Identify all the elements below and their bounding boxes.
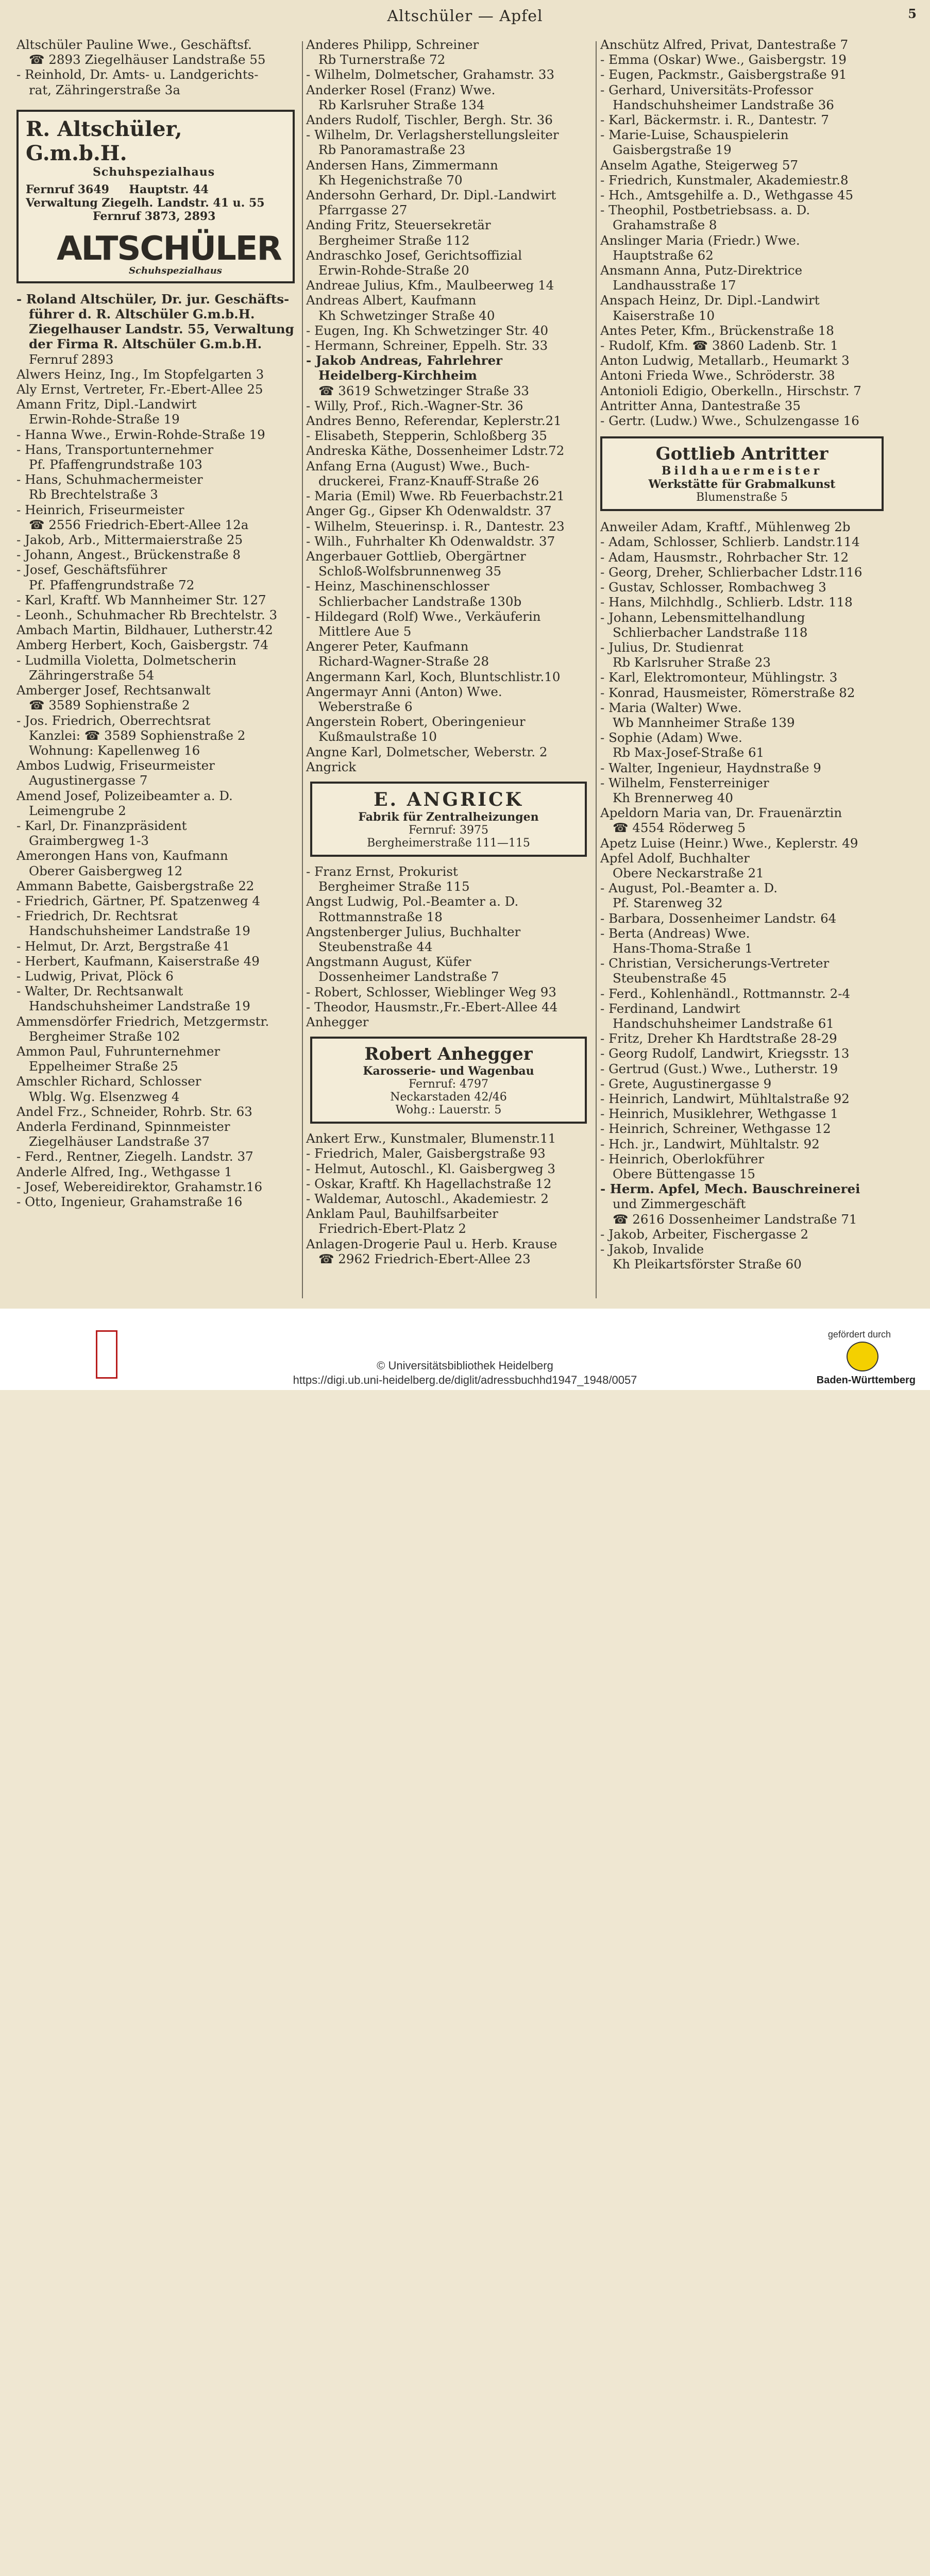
directory-entry: Anweiler Adam, Kraftf., Mühlenweg 2b [600,519,851,535]
directory-entry: Rb Brechtelstraße 3 [29,487,158,502]
directory-entry: Schlierbacher Landstraße 118 [613,624,808,640]
entry-list [306,864,592,1029]
directory-entry: Weberstraße 6 [318,699,413,714]
directory-entry: - Theodor, Hausmstr.,Fr.-Ebert-Allee 44 [306,999,558,1014]
directory-entry: Kaiserstraße 10 [613,308,715,323]
directory-entry: Rb Karlsruher Straße 23 [613,655,771,670]
directory-entry: Angerbauer Gottlieb, Obergärtner [306,548,526,564]
directory-entry: - Roland Altschüler, Dr. jur. Geschäfts- [16,291,290,307]
directory-entry: - Theophil, Postbetriebsass. a. D. [600,202,810,218]
directory-entry: Anding Fritz, Steuersekretär [306,217,491,233]
ad-title: E. ANGRICK [374,788,523,810]
directory-entry: Angne Karl, Dolmetscher, Weberstr. 2 [306,744,548,759]
directory-entry: Steubenstraße 44 [318,939,433,954]
directory-entry: Wblg. Wg. Elsenzweg 4 [29,1089,180,1104]
directory-entry: Richard-Wagner-Straße 28 [318,654,489,669]
directory-entry: Ammensdörfer Friedrich, Metzgermstr. [16,1013,269,1029]
directory-entry: Fernruf 2893 [29,351,114,367]
directory-entry: Ziegelhauser Landstr. 55, Verwaltung [29,321,294,337]
directory-entry: - Willy, Prof., Rich.-Wagner-Str. 36 [306,398,523,413]
directory-entry: Gaisbergstraße 19 [613,142,732,158]
directory-entry: - Fritz, Dreher Kh Hardtstraße 28-29 [600,1031,837,1046]
directory-entry: - Sophie (Adam) Wwe. [600,730,742,745]
directory-entry: Heidelberg-Kirchheim [318,368,477,383]
directory-entry: Obere Büttengasse 15 [613,1166,755,1182]
directory-entry: - Karl, Bäckermstr. i. R., Dantestr. 7 [600,112,829,128]
directory-entry: - Franz Ernst, Prokurist [306,863,458,879]
directory-entry: - Wilh., Fuhrhalter Kh Odenwaldstr. 37 [306,533,555,549]
directory-entry: Kh Schwetzinger Straße 40 [318,308,495,323]
directory-entry: Anslinger Maria (Friedr.) Wwe. [600,232,800,248]
directory-entry: Ammann Babette, Gaisbergstraße 22 [16,878,255,893]
directory-entry: Andraschko Josef, Gerichtsoffizial [306,247,522,263]
copyright-notice: © Universitätsbibliothek Heidelberg [377,1359,553,1372]
directory-entry: - Konrad, Hausmeister, Römerstraße 82 [600,685,855,700]
directory-entry: Eppelheimer Straße 25 [29,1059,178,1074]
entry-list [600,37,889,428]
directory-entry: - Gertr. (Ludw.) Wwe., Schulzengasse 16 [600,413,859,429]
directory-entry: Bergheimer Straße 115 [318,879,470,894]
directory-entry: Antoni Frieda Wwe., Schröderstr. 38 [600,368,835,383]
directory-entry: - Reinhold, Dr. Amts- u. Landgerichts- [16,67,259,82]
directory-entry: Anton Ludwig, Metallarb., Heumarkt 3 [600,353,850,368]
directory-entry: Antritter Anna, Dantestraße 35 [600,398,801,413]
directory-entry: - Robert, Schlosser, Wieblinger Weg 93 [306,984,556,999]
directory-entry: - Jakob, Invalide [600,1242,704,1257]
ad-title: Gottlieb Antritter [655,444,828,465]
directory-entry: Oberer Gaisbergweg 12 [29,863,183,878]
ad-address: Bergheimerstraße 111—115 [367,836,530,850]
directory-entry: - Herm. Apfel, Mech. Bauschreinerei [600,1181,860,1197]
directory-entry: Rottmannstraße 18 [318,909,443,924]
directory-entry: Rb Karlsruher Straße 134 [318,97,485,112]
directory-entry: - Hch. jr., Landwirt, Mühltalstr. 92 [600,1136,820,1151]
directory-entry: - Hch., Amtsgehilfe a. D., Wethgasse 45 [600,188,854,203]
directory-entry: - Heinrich, Oberlokführer [600,1151,765,1166]
directory-entry: - Walter, Ingenieur, Haydnstraße 9 [600,760,821,775]
directory-entry: Obere Neckarstraße 21 [613,865,764,880]
directory-entry: Amend Josef, Polizeibeamter a. D. [16,788,233,803]
directory-entry: - Ludmilla Violetta, Dolmetscherin [16,652,236,668]
directory-entry: Pfarrgasse 27 [318,202,408,218]
directory-entry: Aly Ernst, Vertreter, Fr.-Ebert-Allee 25 [16,382,263,397]
directory-entry: Andreae Julius, Kfm., Maulbeerweg 14 [306,278,554,293]
directory-entry: ☎ 2616 Dossenheimer Landstraße 71 [613,1211,857,1227]
column-divider [302,41,303,1298]
directory-entry: - Eugen, Packmstr., Gaisbergstraße 91 [600,67,847,82]
directory-entry: - Grete, Augustinergasse 9 [600,1076,772,1091]
directory-entry: Amerongen Hans von, Kaufmann [16,848,228,863]
directory-entry: und Zimmergeschäft [613,1196,746,1212]
directory-entry: - Walter, Dr. Rechtsanwalt [16,984,183,999]
directory-entry: - Wilhelm, Dolmetscher, Grahamstr. 33 [306,67,555,82]
directory-entry: - Johann, Angest., Brückenstraße 8 [16,547,241,563]
directory-entry: ☎ 2893 Ziegelhäuser Landstraße 55 [29,52,266,67]
directory-entry: Ambos Ludwig, Friseurmeister [16,758,215,773]
directory-entry: - Jakob, Arbeiter, Fischergasse 2 [600,1226,809,1242]
directory-entry: - Marie-Luise, Schauspielerin [600,127,789,143]
directory-entry: Angermayr Anni (Anton) Wwe. [306,684,502,699]
entry-list [16,292,299,1209]
directory-entry: Landhausstraße 17 [613,278,736,293]
directory-entry: - Karl, Dr. Finanzpräsident [16,818,187,833]
directory-entry: Leimengrube 2 [29,803,126,818]
directory-entry: Handschuhsheimer Landstraße 19 [29,998,250,1014]
directory-entry: - Hans, Transportunternehmer [16,442,214,457]
entry-list [306,37,592,774]
directory-entry: - Helmut, Dr. Arzt, Bergstraße 41 [16,938,230,954]
directory-entry: - Heinrich, Friseurmeister [16,502,184,517]
directory-entry: Kh Brennerweg 40 [613,790,733,805]
directory-entry: ☎ 2556 Friedrich-Ebert-Allee 12a [29,517,249,532]
directory-entry: Antes Peter, Kfm., Brückenstraße 18 [600,323,834,338]
directory-entry: Anderle Alfred, Ing., Wethgasse 1 [16,1164,232,1179]
funding-label: gefördert durch [827,1329,891,1340]
ad-subtitle: Schuhspezialhaus [93,165,215,179]
directory-entry: Angstenberger Julius, Buchhalter [306,924,521,939]
directory-entry: Angstmann August, Küfer [306,954,471,970]
directory-entry: - Josef, Webereidirektor, Grahamstr.16 [16,1179,263,1194]
source-url-link[interactable]: https://digi.ub.uni-heidelberg.de/diglit/adressbuchhd1947_1948/0057 [293,1374,637,1386]
directory-entry: Pf. Pfaffengrundstraße 103 [29,457,202,472]
entry-list [600,519,889,1272]
directory-entry: Anklam Paul, Bauhilfsarbeiter [306,1206,498,1222]
ad-antritter [600,436,884,511]
directory-entry: - Ferdinand, Landwirt [600,1001,740,1016]
directory-entry: Andersohn Gerhard, Dr. Dipl.-Landwirt [306,188,556,203]
directory-entry: - Karl, Elektromonteur, Mühlingstr. 3 [600,670,838,685]
directory-entry: - Georg Rudolf, Landwirt, Kriegsstr. 13 [600,1046,850,1061]
directory-entry: - Adam, Hausmstr., Rohrbacher Str. 12 [600,549,849,565]
directory-entry: - Hermann, Schreiner, Eppelh. Str. 33 [306,338,548,353]
directory-entry: der Firma R. Altschüler G.m.b.H. [29,336,262,352]
ad-line: Karosserie- und Wagenbau [363,1064,534,1078]
directory-entry: Anselm Agathe, Steigerweg 57 [600,157,799,173]
directory-entry: - Jakob, Arb., Mittermaierstraße 25 [16,532,243,548]
directory-entry: - Emma (Oskar) Wwe., Gaisbergstr. 19 [600,52,847,67]
directory-entry: Handschuhsheimer Landstraße 61 [613,1015,834,1031]
column-3 [600,37,889,1272]
ad-line: Bildhauermeister [661,464,823,478]
directory-entry: - Otto, Ingenieur, Grahamstraße 16 [16,1194,243,1209]
directory-entry: Angerer Peter, Kaufmann [306,639,469,654]
directory-entry: Augustinergasse 7 [29,773,148,788]
directory-entry: - Elisabeth, Stepperin, Schloßberg 35 [306,428,547,444]
directory-entry: - Helmut, Autoschl., Kl. Gaisbergweg 3 [306,1161,555,1176]
page-header-title: Altschüler — Apfel [387,7,543,25]
ad-address: Verwaltung Ziegelh. Landstr. 41 u. 55 [26,196,265,210]
directory-entry: Angermann Karl, Koch, Bluntschlistr.10 [306,669,561,684]
ad-line: Werkstätte für Grabmalkunst [648,478,836,492]
directory-entry: Anfang Erna (August) Wwe., Buch- [306,458,530,473]
altschueler-logo: ALTSCHÜLER [57,229,281,268]
directory-entry: - Jos. Friedrich, Oberrechtsrat [16,713,211,728]
ad-phone-2: Fernruf 3873, 2893 [93,209,216,223]
ad-phone: Fernruf: 4797 [409,1078,488,1091]
directory-entry: Andel Frz., Schneider, Rohrb. Str. 63 [16,1104,252,1119]
directory-entry: Anders Rudolf, Tischler, Bergh. Str. 36 [306,112,553,128]
directory-entry: - Karl, Kraftf. Wb Mannheimer Str. 127 [16,592,266,607]
directory-entry: - Wilhelm, Dr. Verlagsherstellungsleiter [306,127,559,143]
directory-entry: - Gertrud (Gust.) Wwe., Lutherstr. 19 [600,1061,838,1076]
directory-entry: Wohnung: Kapellenweg 16 [29,742,200,758]
ad-angrick [310,782,587,857]
directory-entry: - Barbara, Dossenheimer Landstr. 64 [600,910,837,926]
directory-entry: Angrick [306,759,357,774]
directory-entry: Rb Turnerstraße 72 [318,52,446,67]
directory-entry: rat, Zähringerstraße 3a [29,82,180,97]
directory-entry: Anger Gg., Gipser Kh Odenwaldstr. 37 [306,503,552,519]
directory-entry: Kanzlei: ☎ 3589 Sophienstraße 2 [29,727,246,743]
ad-anhegger [310,1037,587,1124]
directory-entry: - Georg, Dreher, Schlierbacher Ldstr.116 [600,564,863,580]
directory-entry: - Ferd., Rentner, Ziegelh. Landstr. 37 [16,1149,253,1164]
directory-entry: Amschler Richard, Schlosser [16,1074,201,1089]
ad-line: Fabrik für Zentralheizungen [358,810,539,824]
directory-entry: Apetz Luise (Heinr.) Wwe., Keplerstr. 49 [600,835,858,851]
directory-entry: - Josef, Geschäftsführer [16,562,167,578]
directory-entry: Amann Fritz, Dipl.-Landwirt [16,397,197,412]
directory-entry: - Herbert, Kaufmann, Kaiserstraße 49 [16,953,260,969]
directory-entry: Wb Mannheimer Straße 139 [613,715,795,730]
directory-entry: Grahamstraße 8 [613,217,717,233]
directory-entry: druckerei, Franz-Knauff-Straße 26 [318,473,539,488]
directory-entry: - Friedrich, Dr. Rechtsrat [16,908,178,924]
directory-entry: - Jakob Andreas, Fahrlehrer [306,353,503,368]
directory-entry: Anschütz Alfred, Privat, Dantestraße 7 [600,37,849,52]
directory-entry: Anderker Rosel (Franz) Wwe. [306,82,496,97]
directory-entry: Rb Panoramastraße 23 [318,142,466,158]
directory-entry: Hauptstraße 62 [613,247,714,263]
entry-list [306,1131,592,1266]
directory-entry: Pf. Pfaffengrundstraße 72 [29,577,195,592]
directory-entry: Hans-Thoma-Straße 1 [613,940,753,956]
directory-entry: - Maria (Walter) Wwe. [600,700,742,715]
ad-address: Blumenstraße 5 [696,491,788,504]
ad-phone: Fernruf: 3975 [409,823,488,837]
directory-entry: Apeldorn Maria van, Dr. Frauenärztin [600,805,842,821]
logo-subtitle: Schuhspezialhaus [129,265,222,276]
directory-entry: Graimbergweg 1-3 [29,833,149,849]
directory-entry: Anderes Philipp, Schreiner [306,37,479,52]
directory-entry: führer d. R. Altschüler G.m.b.H. [29,307,255,322]
directory-entry: Erwin-Rohde-Straße 20 [318,263,469,278]
directory-entry: - Hildegard (Rolf) Wwe., Verkäuferin [306,608,541,624]
directory-entry: ☎ 4554 Röderweg 5 [613,820,746,836]
directory-entry: Angerstein Robert, Oberingenieur [306,714,526,730]
directory-entry: Rb Max-Josef-Straße 61 [613,745,765,760]
funding-name: Baden-Württemberg [816,1375,916,1386]
directory-entry: - August, Pol.-Beamter a. D. [600,880,778,896]
directory-entry: - Eugen, Ing. Kh Schwetzinger Str. 40 [306,323,549,338]
directory-entry: - Heinz, Maschinenschlosser [306,579,489,594]
directory-entry: - Friedrich, Maler, Gaisbergstraße 93 [306,1146,546,1161]
directory-entry: Anspach Heinz, Dr. Dipl.-Landwirt [600,293,820,308]
directory-entry: Steubenstraße 45 [613,971,727,986]
directory-entry: - Maria (Emil) Wwe. Rb Feuerbachstr.21 [306,488,565,504]
directory-entry: - Wilhelm, Steuerinsp. i. R., Dantestr. 23 [306,518,565,534]
directory-entry: Bergheimer Straße 102 [29,1028,180,1044]
column-2 [306,37,592,1266]
entry-list [16,37,299,97]
directory-entry: Bergheimer Straße 112 [318,232,470,248]
directory-entry: Andersen Hans, Zimmermann [306,157,498,173]
ad-title: Robert Anhegger [364,1044,533,1065]
directory-entry: ☎ 2962 Friedrich-Ebert-Allee 23 [318,1251,531,1266]
directory-entry: - Julius, Dr. Studienrat [600,639,743,655]
directory-entry: Amberger Josef, Rechtsanwalt [16,683,211,698]
directory-entry: - Oskar, Kraftf. Kh Hagellachstraße 12 [306,1176,552,1191]
ad-altschueler [16,110,295,283]
directory-entry: Friedrich-Ebert-Platz 2 [318,1221,467,1236]
directory-entry: - Hans, Milchhdlg., Schlierb. Ldstr. 118 [600,595,853,610]
directory-entry: Schlierbacher Landstraße 130b [318,594,522,609]
directory-entry: - Hans, Schuhmachermeister [16,472,203,487]
directory-entry: Mittlere Aue 5 [318,623,412,639]
directory-entry: Andreska Käthe, Dossenheimer Ldstr.72 [306,443,565,459]
directory-entry: - Friedrich, Gärtner, Pf. Spatzenweg 4 [16,893,260,908]
directory-entry: Anhegger [306,1014,369,1029]
directory-entry: Dossenheimer Landstraße 7 [318,969,499,985]
directory-entry: ☎ 3589 Sophienstraße 2 [29,698,190,713]
directory-entry: - Friedrich, Kunstmaler, Akademiestr.8 [600,172,849,188]
directory-entry: Angst Ludwig, Pol.-Beamter a. D. [306,894,519,909]
directory-entry: - Ludwig, Privat, Plöck 6 [16,968,174,984]
directory-entry: Handschuhsheimer Landstraße 19 [29,923,250,939]
directory-entry: Anderla Ferdinand, Spinnmeister [16,1118,230,1134]
directory-entry: - Johann, Lebensmittelhandlung [600,609,805,625]
ad-title: R. Altschüler, G.m.b.H. [26,116,182,165]
directory-entry: - Heinrich, Landwirt, Mühltalstraße 92 [600,1091,850,1106]
ad-residence: Wohg.: Lauerstr. 5 [395,1104,502,1117]
directory-entry: - Ferd., Kohlenhändl., Rottmannstr. 2-4 [600,986,851,1001]
directory-entry: - Rudolf, Kfm. ☎ 3860 Ladenb. Str. 1 [600,338,838,353]
ad-phone: Fernruf 3649 Hauptstr. 44 [26,182,209,196]
directory-entry: ☎ 3619 Schwetzinger Straße 33 [318,383,530,398]
directory-entry: Ammon Paul, Fuhrunternehmer [16,1043,221,1059]
directory-entry: - Christian, Versicherungs-Vertreter [600,956,830,971]
column-divider [596,41,597,1298]
directory-entry: Andres Benno, Referendar, Keplerstr.21 [306,413,562,429]
directory-entry: - Gustav, Schlosser, Rombachweg 3 [600,580,826,595]
directory-entry: Altschüler Pauline Wwe., Geschäftsf. [16,37,252,52]
directory-entry: Zähringerstraße 54 [29,667,155,683]
ad-address: Neckarstaden 42/46 [390,1091,507,1104]
directory-entry: Ambach Martin, Bildhauer, Lutherstr.42 [16,622,273,638]
directory-entry: - Hanna Wwe., Erwin-Rohde-Straße 19 [16,427,265,442]
directory-entry: - Berta (Andreas) Wwe. [600,925,750,941]
directory-entry: Kußmaulstraße 10 [318,729,437,744]
directory-entry: Schloß-Wolfsbrunnenweg 35 [318,564,502,579]
directory-entry: Ansmann Anna, Putz-Direktrice [600,263,803,278]
page-number: 5 [908,6,917,21]
directory-entry: Erwin-Rohde-Straße 19 [29,412,180,427]
directory-entry: Apfel Adolf, Buchhalter [600,850,750,866]
column-1 [16,37,299,1209]
directory-entry: Handschuhsheimer Landstraße 36 [613,97,834,112]
directory-entry: - Waldemar, Autoschl., Akademiestr. 2 [306,1191,549,1206]
directory-entry: - Leonh., Schuhmacher Rb Brechtelstr. 3 [16,607,278,623]
directory-entry: Anlagen-Drogerie Paul u. Herb. Krause [306,1236,557,1251]
directory-entry: Kh Pleikartsförster Straße 60 [613,1257,802,1272]
baden-wuerttemberg-seal-icon [847,1342,878,1371]
directory-entry: - Heinrich, Schreiner, Wethgasse 12 [600,1121,831,1137]
directory-entry: - Wilhelm, Fensterreiniger [600,775,769,790]
directory-entry: Ziegelhäuser Landstraße 37 [29,1134,210,1149]
directory-entry: Antonioli Edigio, Oberkelln., Hirschstr. 7 [600,383,861,398]
directory-entry: Kh Hegenichstraße 70 [318,172,463,188]
directory-entry: Alwers Heinz, Ing., Im Stopfelgarten 3 [16,366,264,382]
directory-entry: - Gerhard, Universitäts-Professor [600,82,814,97]
directory-entry: - Adam, Schlosser, Schlierb. Landstr.114 [600,534,860,550]
directory-entry: Andreas Albert, Kaufmann [306,293,477,308]
directory-entry: - Heinrich, Musiklehrer, Wethgasse 1 [600,1106,838,1122]
directory-entry: Ankert Erw., Kunstmaler, Blumenstr.11 [306,1131,556,1146]
directory-entry: Pf. Starenweg 32 [613,895,723,911]
directory-entry: Amberg Herbert, Koch, Gaisbergstr. 74 [16,637,269,653]
